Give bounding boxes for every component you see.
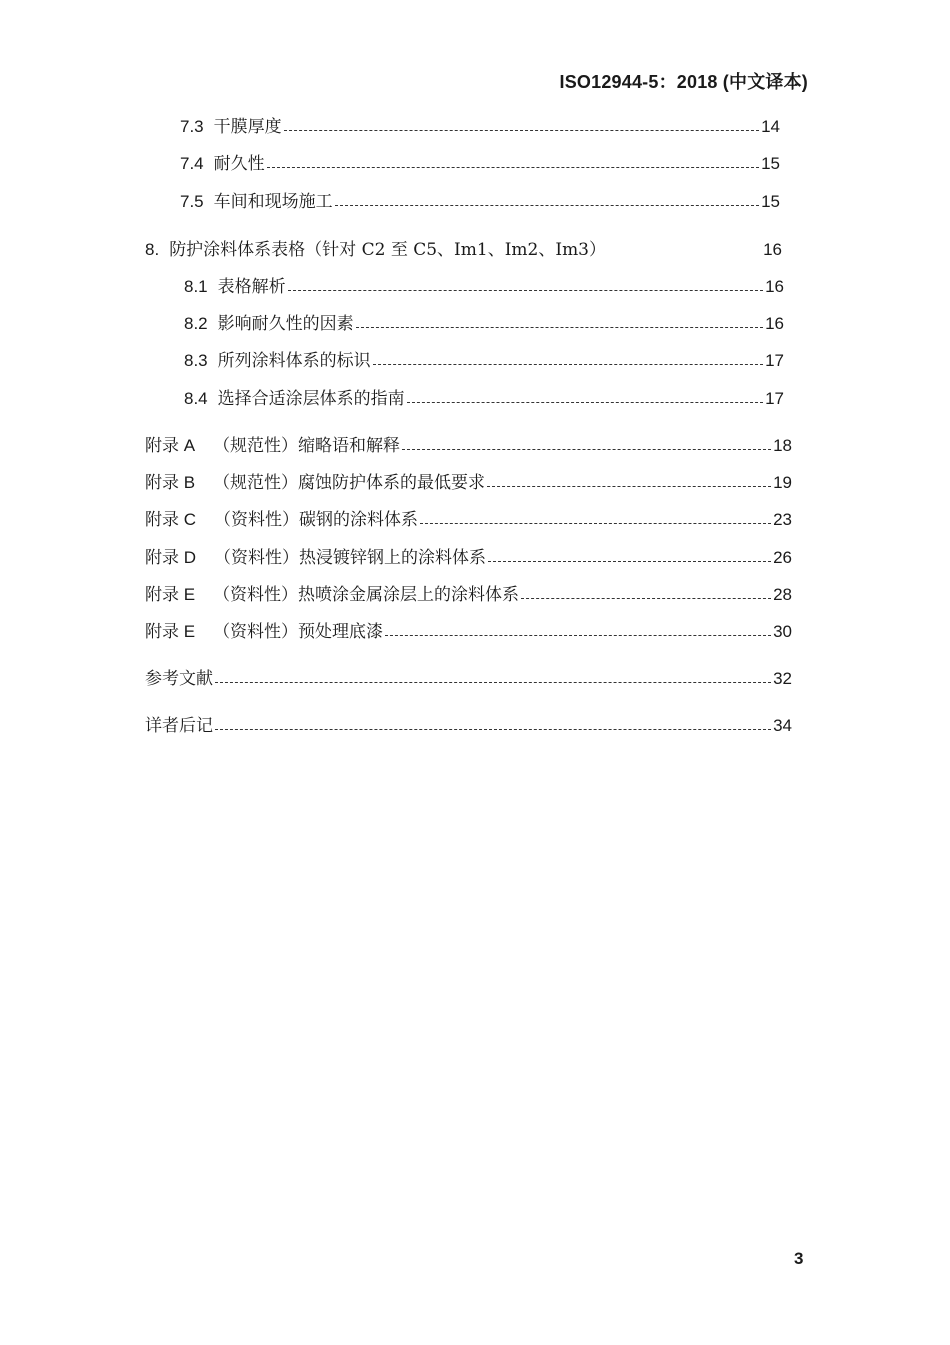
toc-entry-references[interactable] <box>145 666 792 692</box>
toc-leader <box>215 729 771 730</box>
toc-number: 7.3 <box>180 117 204 136</box>
toc-page: 30 <box>773 622 792 641</box>
toc-entry-8-3[interactable] <box>184 348 784 374</box>
toc-leader <box>284 130 759 131</box>
toc-entry-appendix-b[interactable] <box>145 470 792 496</box>
toc-entry-appendix-e-primer[interactable] <box>145 619 792 645</box>
toc-page: 16 <box>765 277 784 296</box>
toc-title: 选择合适涂层体系的指南 <box>217 389 405 409</box>
toc-entry-8-1[interactable] <box>184 274 784 300</box>
toc-title: 耐久性 <box>213 154 265 174</box>
document-reference: ISO12944-5：2018 (中文译本) <box>559 72 808 92</box>
toc-number: 附录 D <box>145 548 196 567</box>
toc-title: 详者后记 <box>145 716 213 736</box>
toc-title: 影响耐久性的因素 <box>217 314 354 334</box>
toc-number: 8.2 <box>184 314 208 333</box>
toc-leader <box>288 290 763 291</box>
toc-title: 干膜厚度 <box>213 117 282 137</box>
toc-entry-8-2[interactable] <box>184 311 784 337</box>
toc-leader <box>521 598 771 599</box>
toc-title: 参考文献 <box>145 669 213 689</box>
toc-leader <box>385 635 771 636</box>
toc-page: 23 <box>773 510 792 529</box>
toc-number: 8. <box>145 240 160 259</box>
toc-entry-appendix-e-metal[interactable] <box>145 582 792 608</box>
toc-entry-appendix-a[interactable] <box>145 433 792 459</box>
toc-page: 17 <box>765 351 784 370</box>
toc-entry-8[interactable] <box>145 237 782 263</box>
toc-page: 32 <box>773 669 792 688</box>
toc-number: 附录 C <box>145 510 196 529</box>
toc-number: 附录 A <box>145 436 196 455</box>
toc-leader <box>407 402 763 403</box>
toc-leader <box>215 682 771 683</box>
toc-entry-8-4[interactable] <box>184 386 784 412</box>
toc-entry-7-5[interactable] <box>180 189 780 215</box>
toc-page: 34 <box>773 716 792 735</box>
toc-page: 16 <box>763 240 782 259</box>
toc-page: 18 <box>773 436 792 455</box>
toc-title: 表格解析 <box>217 277 286 297</box>
toc-title: （资料性）热喷涂金属涂层上的涂料体系 <box>213 585 520 605</box>
toc-leader <box>420 523 771 524</box>
toc-page: 14 <box>761 117 780 136</box>
toc-number: 8.1 <box>184 277 208 296</box>
toc-page: 15 <box>761 192 780 211</box>
toc-title: （规范性）缩略语和解释 <box>213 436 401 456</box>
toc-entry-postscript[interactable] <box>145 713 792 739</box>
toc-title: 防护涂料体系表格（针对 C2 至 C5、Im1、Im2、Im3） <box>169 240 606 260</box>
toc-title: （规范性）腐蚀防护体系的最低要求 <box>213 473 486 493</box>
toc-number: 8.3 <box>184 351 208 370</box>
toc-number: 8.4 <box>184 389 208 408</box>
toc-title: （资料性）碳钢的涂料体系 <box>214 510 418 530</box>
toc-number: 附录 B <box>145 473 196 492</box>
toc-entry-appendix-c[interactable] <box>145 507 792 533</box>
toc-page: 17 <box>765 389 784 408</box>
toc-title: （资料性）预处理底漆 <box>213 622 384 642</box>
page-number: 3 <box>794 1249 804 1268</box>
toc-leader <box>402 449 771 450</box>
toc-page: 16 <box>765 314 784 333</box>
toc-entry-7-4[interactable] <box>180 151 780 177</box>
toc-leader <box>488 561 771 562</box>
toc-leader <box>356 327 763 328</box>
toc-title: （资料性）热浸镀锌钢上的涂料体系 <box>214 548 486 568</box>
toc-title: 车间和现场施工 <box>213 192 333 212</box>
toc-number: 附录 E <box>145 585 196 604</box>
toc-page: 15 <box>761 154 780 173</box>
toc-leader <box>487 486 771 487</box>
toc-leader <box>373 364 763 365</box>
toc-entry-appendix-d[interactable] <box>145 545 792 571</box>
toc-number: 附录 E <box>145 622 196 641</box>
toc-leader <box>335 205 759 206</box>
toc-title: 所列涂料体系的标识 <box>217 351 371 371</box>
toc-page: 19 <box>773 473 792 492</box>
toc-number: 7.5 <box>180 192 204 211</box>
toc-number: 7.4 <box>180 154 204 173</box>
toc-page: 28 <box>773 585 792 604</box>
toc-leader <box>267 167 759 168</box>
toc-page: 26 <box>773 548 792 567</box>
toc-entry-7-3[interactable] <box>180 114 780 140</box>
